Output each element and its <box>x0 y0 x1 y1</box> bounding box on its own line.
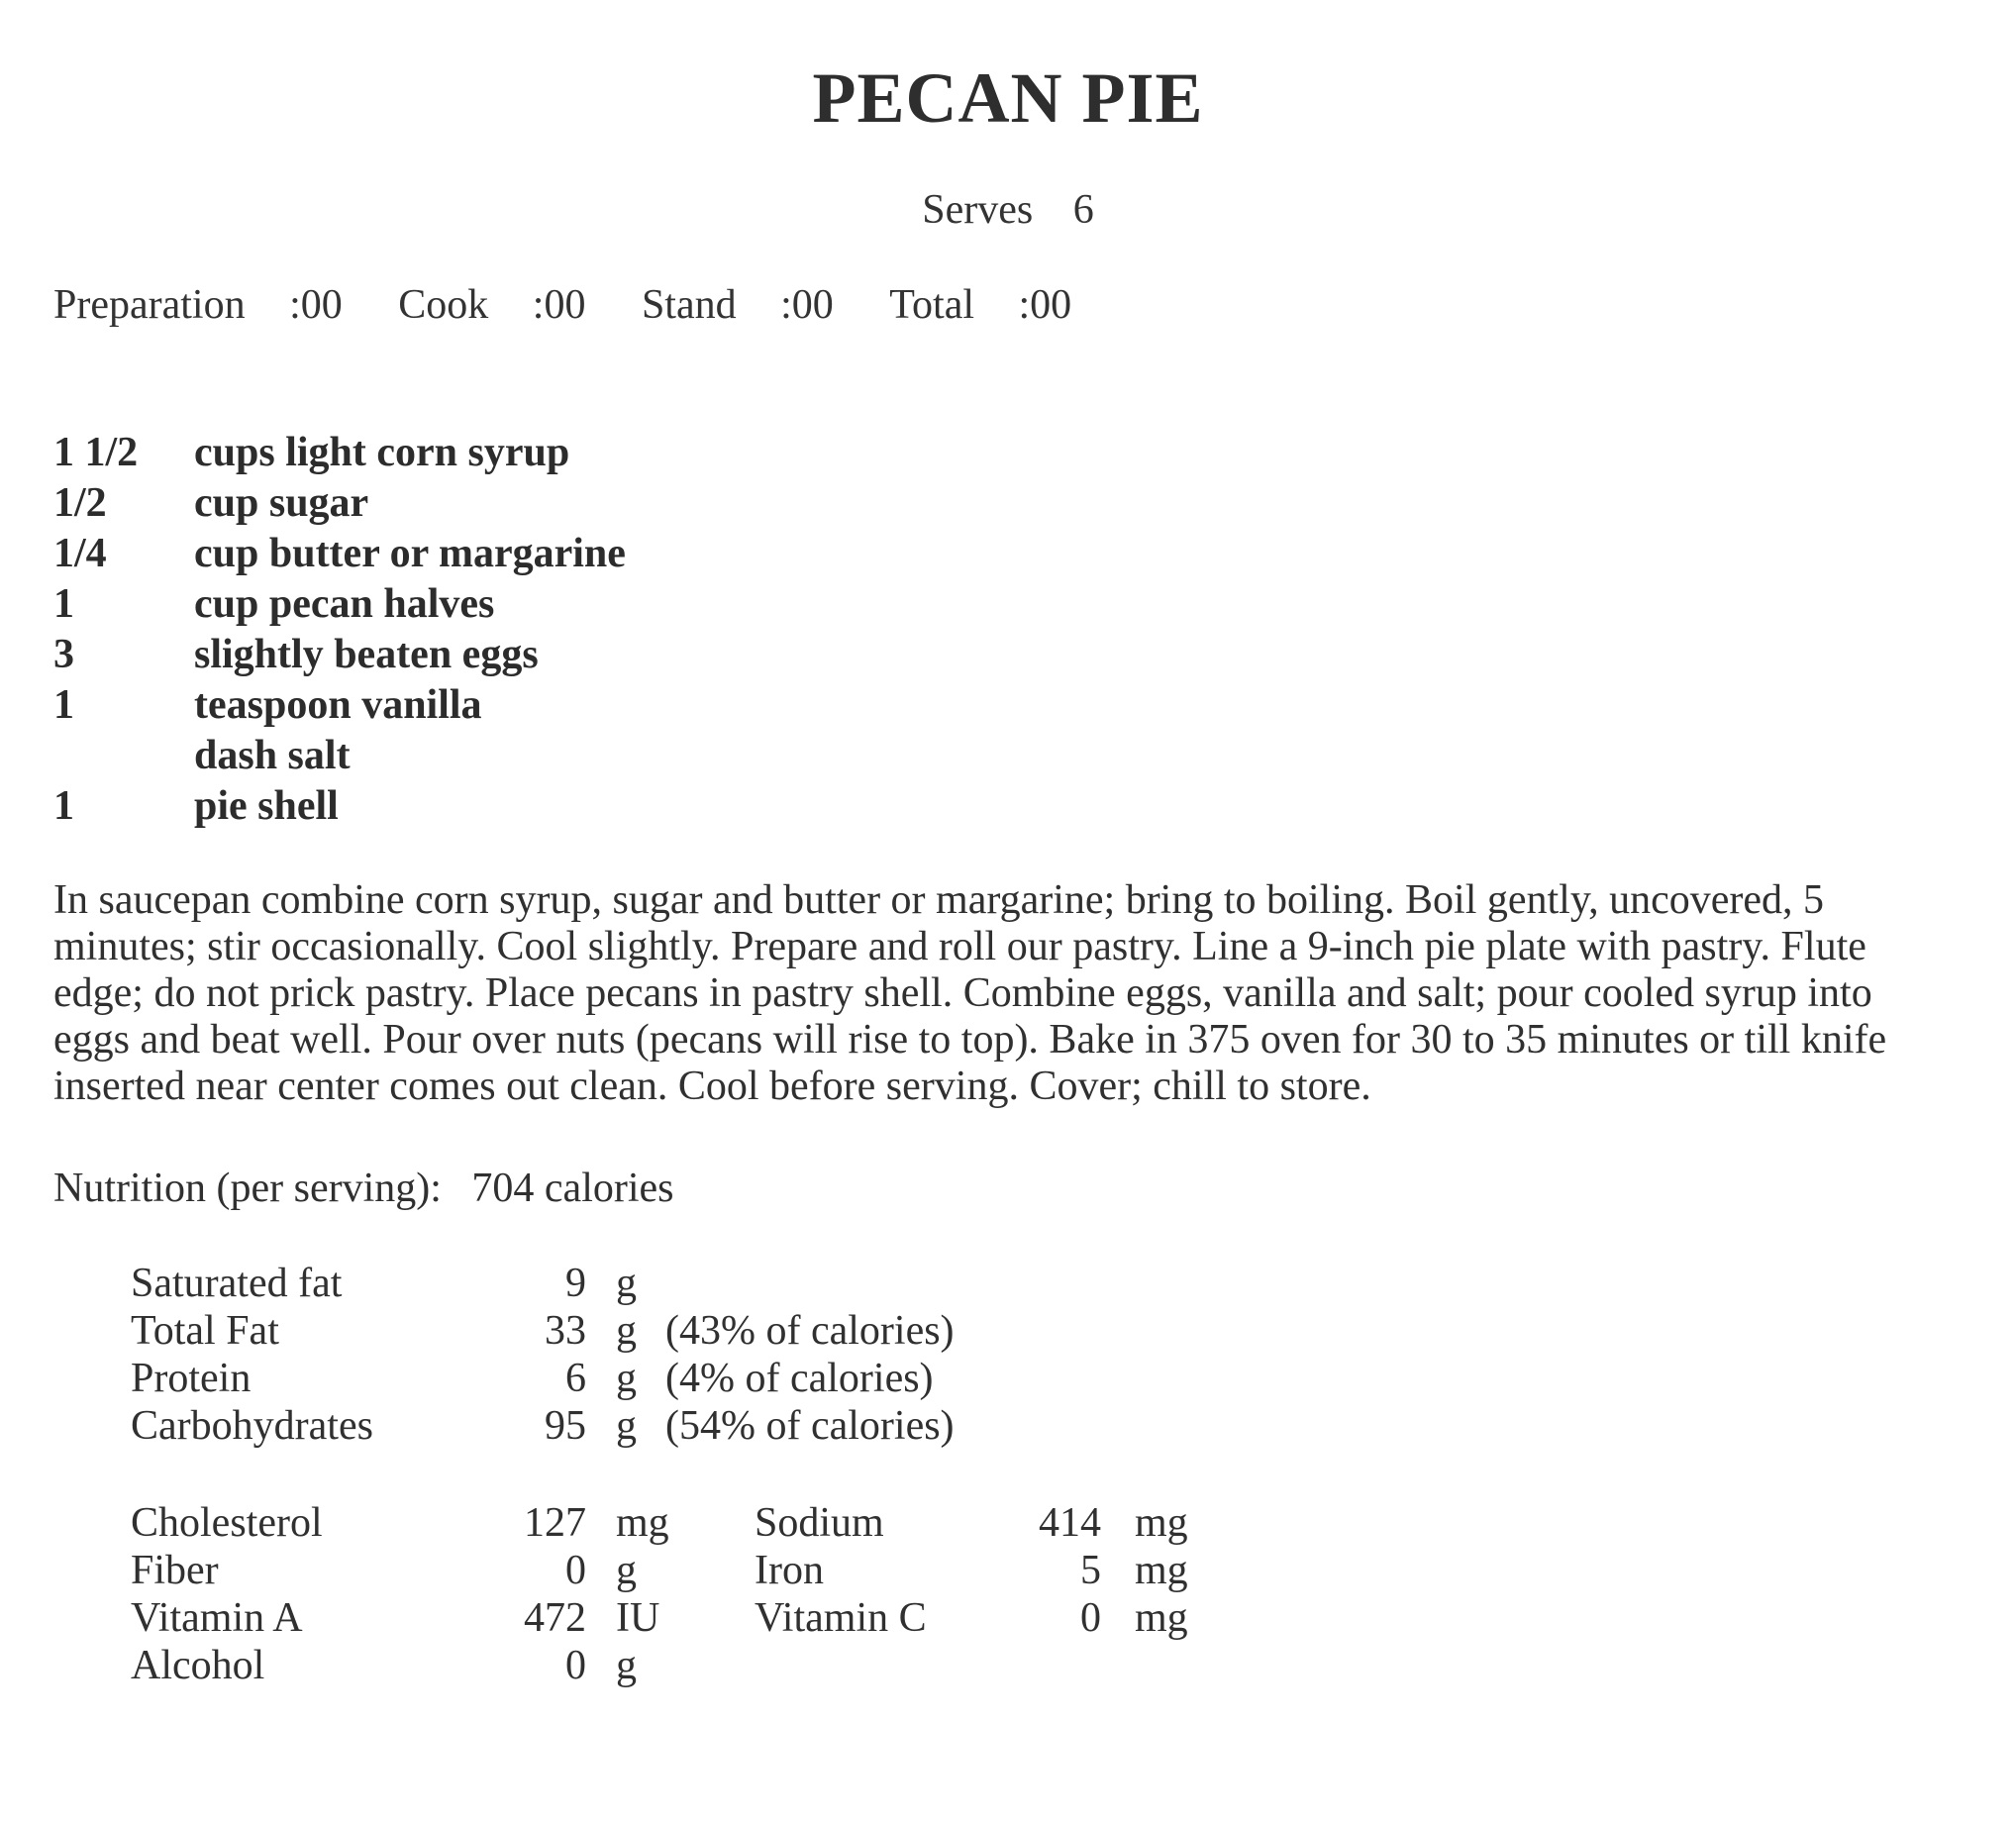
nutrient-label: Cholesterol <box>131 1500 323 1546</box>
ingredient-item: slightly beaten eggs <box>194 632 539 677</box>
nutrient-value: 127 <box>524 1500 586 1546</box>
nutrient-unit: IU <box>616 1595 660 1641</box>
ingredient-row <box>53 630 626 680</box>
nutrient-value: 0 <box>1080 1595 1101 1641</box>
nutrient-value: 6 <box>565 1356 586 1401</box>
directions-paragraph: In saucepan combine corn syrup, sugar and butter or margarine; bring to boiling. Boil gently, uncovered, 5 minutes; stir occasionally. Cool slightly. Prepare and roll our pastry. Line a 9-inch pie plate with pastry. Flute edge; do not prick pastry. Place pecans in pastry shell. Combine eggs, vanilla and salt; pour cooled syrup into eggs and beat well. Pour over nuts (pecans will rise to top). Bake in 375 oven for 30 to 35 minutes or till knife inserted near center comes out clean. Cool before serving. Cover; chill to store. <box>53 877 1887 1109</box>
nutrient-unit: g <box>616 1548 637 1593</box>
nutrient-unit: g <box>616 1403 637 1449</box>
ingredient-row <box>53 579 626 630</box>
nutrient-unit: mg <box>1135 1548 1188 1593</box>
serves-line <box>0 186 2016 234</box>
nutrient-unit: mg <box>1135 1595 1188 1641</box>
stand-label: Stand <box>641 282 737 328</box>
macro-nutrient-table <box>131 1260 955 1450</box>
nutrient-value: 5 <box>1080 1548 1101 1593</box>
nutrient-value: 95 <box>545 1403 586 1449</box>
nutrient-label: Vitamin C <box>755 1595 927 1641</box>
ingredient-item: dash salt <box>194 733 351 778</box>
ingredient-item: cups light corn syrup <box>194 430 570 475</box>
nutrition-heading <box>53 1165 674 1212</box>
time-line <box>53 281 1117 329</box>
nutrient-label: Saturated fat <box>131 1261 343 1306</box>
nutrient-label: Alcohol <box>131 1643 265 1688</box>
ingredient-row <box>53 428 626 478</box>
nutrient-row <box>131 1402 955 1450</box>
ingredient-qty: 1 <box>53 581 74 627</box>
nutrient-label: Protein <box>131 1356 252 1401</box>
nutrient-label: Total Fat <box>131 1308 279 1354</box>
ingredient-row <box>53 680 626 731</box>
ingredient-item: cup butter or margarine <box>194 531 626 576</box>
total-label: Total <box>889 282 974 328</box>
nutrient-percent: (54% of calories) <box>665 1403 955 1449</box>
nutrient-value: 9 <box>565 1261 586 1306</box>
ingredient-row <box>53 731 626 781</box>
ingredient-item: cup pecan halves <box>194 581 495 627</box>
nutrition-label: Nutrition (per serving): <box>53 1166 442 1211</box>
nutrient-unit <box>1135 1642 1214 1689</box>
nutrient-label: Vitamin A <box>131 1595 303 1641</box>
nutrient-unit: g <box>616 1261 637 1306</box>
nutrient-value: 414 <box>1039 1500 1101 1546</box>
nutrient-row <box>131 1499 1214 1547</box>
ingredient-qty: 1/2 <box>53 480 107 526</box>
nutrient-label: Carbohydrates <box>131 1403 373 1449</box>
nutrient-unit: mg <box>1135 1500 1188 1546</box>
stand-value: :00 <box>780 282 834 328</box>
ingredient-qty: 1 <box>53 783 74 829</box>
nutrient-value: 33 <box>545 1308 586 1354</box>
nutrient-row <box>131 1594 1214 1642</box>
nutrient-row <box>131 1547 1214 1594</box>
nutrient-label <box>755 1642 1002 1689</box>
nutrient-unit: mg <box>616 1500 669 1546</box>
nutrient-row <box>131 1307 955 1355</box>
ingredient-qty <box>53 731 194 781</box>
prep-value: :00 <box>289 282 343 328</box>
nutrient-row <box>131 1355 955 1402</box>
ingredient-item: pie shell <box>194 783 339 829</box>
nutrient-value <box>1002 1642 1101 1689</box>
nutrient-label: Iron <box>755 1548 824 1593</box>
calories-value: 704 calories <box>471 1166 674 1211</box>
nutrient-unit: g <box>616 1356 637 1401</box>
ingredient-item: teaspoon vanilla <box>194 682 482 728</box>
nutrient-row <box>131 1642 1214 1689</box>
serves-label: Serves <box>922 187 1034 233</box>
prep-label: Preparation <box>53 282 246 328</box>
nutrient-percent: (4% of calories) <box>665 1356 934 1401</box>
ingredient-item: cup sugar <box>194 480 369 526</box>
ingredient-row <box>53 529 626 579</box>
total-value: :00 <box>1018 282 1072 328</box>
nutrient-label: Sodium <box>755 1500 884 1546</box>
nutrient-label: Fiber <box>131 1548 219 1593</box>
nutrient-row <box>131 1260 955 1307</box>
ingredient-qty: 1/4 <box>53 531 107 576</box>
nutrient-value: 0 <box>565 1643 586 1688</box>
ingredient-row <box>53 781 626 832</box>
cook-value: :00 <box>532 282 586 328</box>
ingredient-qty: 1 1/2 <box>53 430 139 475</box>
ingredient-row <box>53 478 626 529</box>
micro-nutrient-table <box>131 1499 1214 1689</box>
ingredient-list <box>53 428 626 832</box>
cook-label: Cook <box>398 282 489 328</box>
serves-value: 6 <box>1072 187 1094 233</box>
nutrient-value: 472 <box>524 1595 586 1641</box>
nutrient-value: 0 <box>565 1548 586 1593</box>
recipe-title: PECAN PIE <box>812 58 1204 138</box>
nutrient-percent: (43% of calories) <box>665 1308 955 1354</box>
nutrient-unit: g <box>616 1643 637 1688</box>
ingredient-qty: 3 <box>53 632 74 677</box>
ingredient-qty: 1 <box>53 682 74 728</box>
nutrient-unit: g <box>616 1308 637 1354</box>
